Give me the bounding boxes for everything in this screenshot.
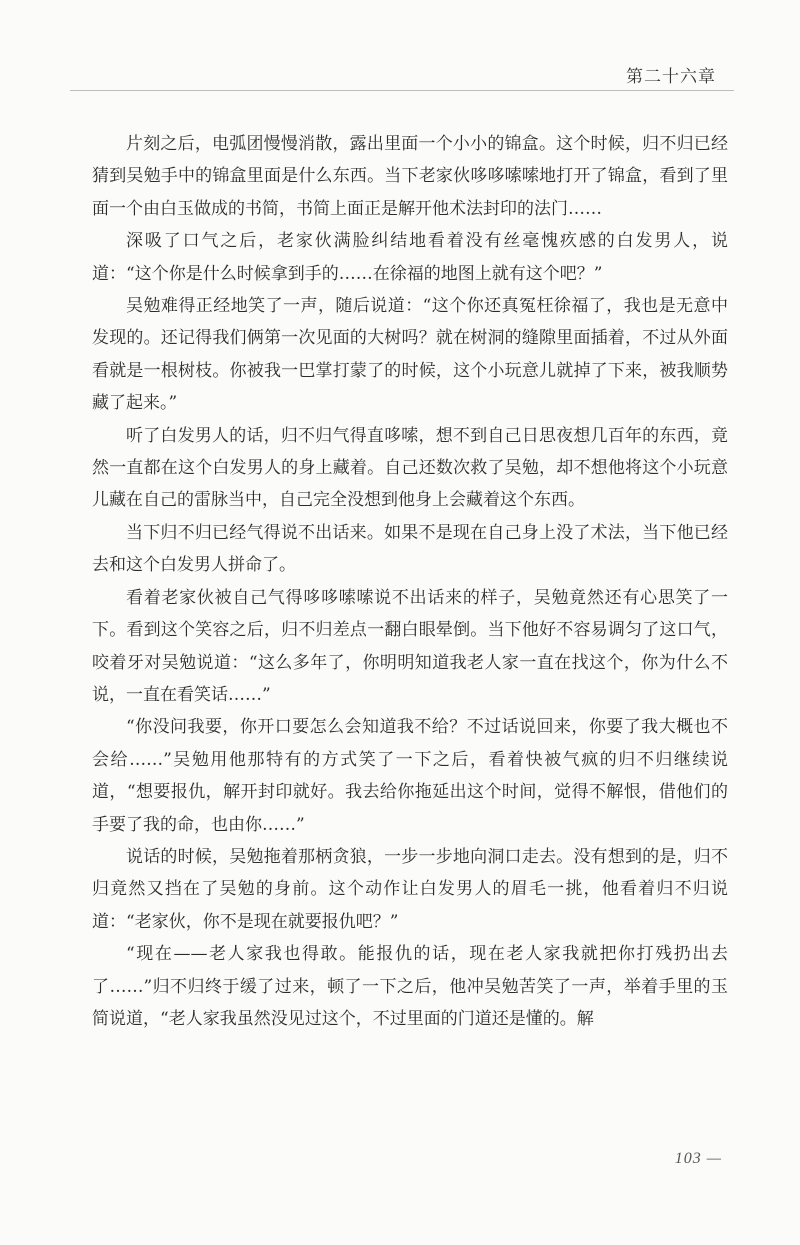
- paragraph: 当下归不归已经气得说不出话来。如果不是现在自己身上没了术法，当下他已经去和这个白发男人拼命了。: [92, 522, 728, 576]
- paragraph: 深吸了口气之后，老家伙满脸纠结地看着没有丝毫愧疚感的白发男人，说道：“这个你是什么时候拿到手的……在徐福的地图上就有这个吧？”: [92, 231, 728, 284]
- chapter-header: 第二十六章: [626, 67, 716, 87]
- paragraph: 听了白发男人的话，归不归气得直哆嗦，想不到自己日思夜想几百年的东西，竟然一直都在这个白发男人的身上藏着。自己还数次救了吴勉，却不想他将这个小玩意儿藏在自己的雷脉当中，自己完全没想到他身上会藏着这个东西。: [92, 425, 728, 511]
- paragraph: “你没问我要，你开口要怎么会知道我不给？不过话说回来，你要了我大概也不会给……”吴勉用他那特有的方式笑了一下之后，看着快被气疯的归不归继续说道，“想要报仇，解开封印就好。我去给你拖延出这个时间，觉得不解恨，借他们的手要了我的命，也由你……”: [92, 717, 728, 835]
- paragraph: “现在——老人家我也得敢。能报仇的话，现在老人家我就把你打残扔出去了……”归不归终于缓了过来，顿了一下之后，他冲吴勉苦笑了一声，举着手里的玉简说道，“老人家我虽然没见过这个，不过里面的门道还是懂的。解: [92, 944, 728, 1029]
- paragraph: 看着老家伙被自己气得哆哆嗦嗦说不出话来的样子，吴勉竟然还有心思笑了一下。看到这个笑容之后，归不归差点一翻白眼晕倒。当下他好不容易调匀了这口气，咬着牙对吴勉说道：“这么多年了，你明明知道我老人家一直在找这个，你为什么不说，一直在看笑话……”: [92, 587, 728, 705]
- page-number: 103 —: [674, 1150, 722, 1167]
- body-text: [92, 128, 728, 1035]
- paragraph: 片刻之后，电弧团慢慢消散，露出里面一个小小的锦盒。这个时候，归不归已经猜到吴勉手中的锦盒里面是什么东西。当下老家伙哆哆嗦嗦地打开了锦盒，看到了里面一个由白玉做成的书简，书简上面正是解开他术法封印的法门……: [92, 134, 728, 219]
- paragraph: 吴勉难得正经地笑了一声，随后说道：“这个你还真冤枉徐福了，我也是无意中发现的。还记得我们俩第一次见面的大树吗？就在树洞的缝隙里面插着，不过从外面看就是一根树枝。你被我一巴掌打蒙了的时候，这个小玩意儿就掉了下来，被我顺势藏了起来。”: [92, 296, 728, 414]
- paragraph: 说话的时候，吴勉拖着那柄贪狼，一步一步地向洞口走去。没有想到的是，归不归竟然又挡在了吴勉的身前。这个动作让白发男人的眉毛一挑，他看着归不归说道：“老家伙，你不是现在就要报仇吧？”: [92, 846, 728, 932]
- header-rule: [70, 90, 734, 91]
